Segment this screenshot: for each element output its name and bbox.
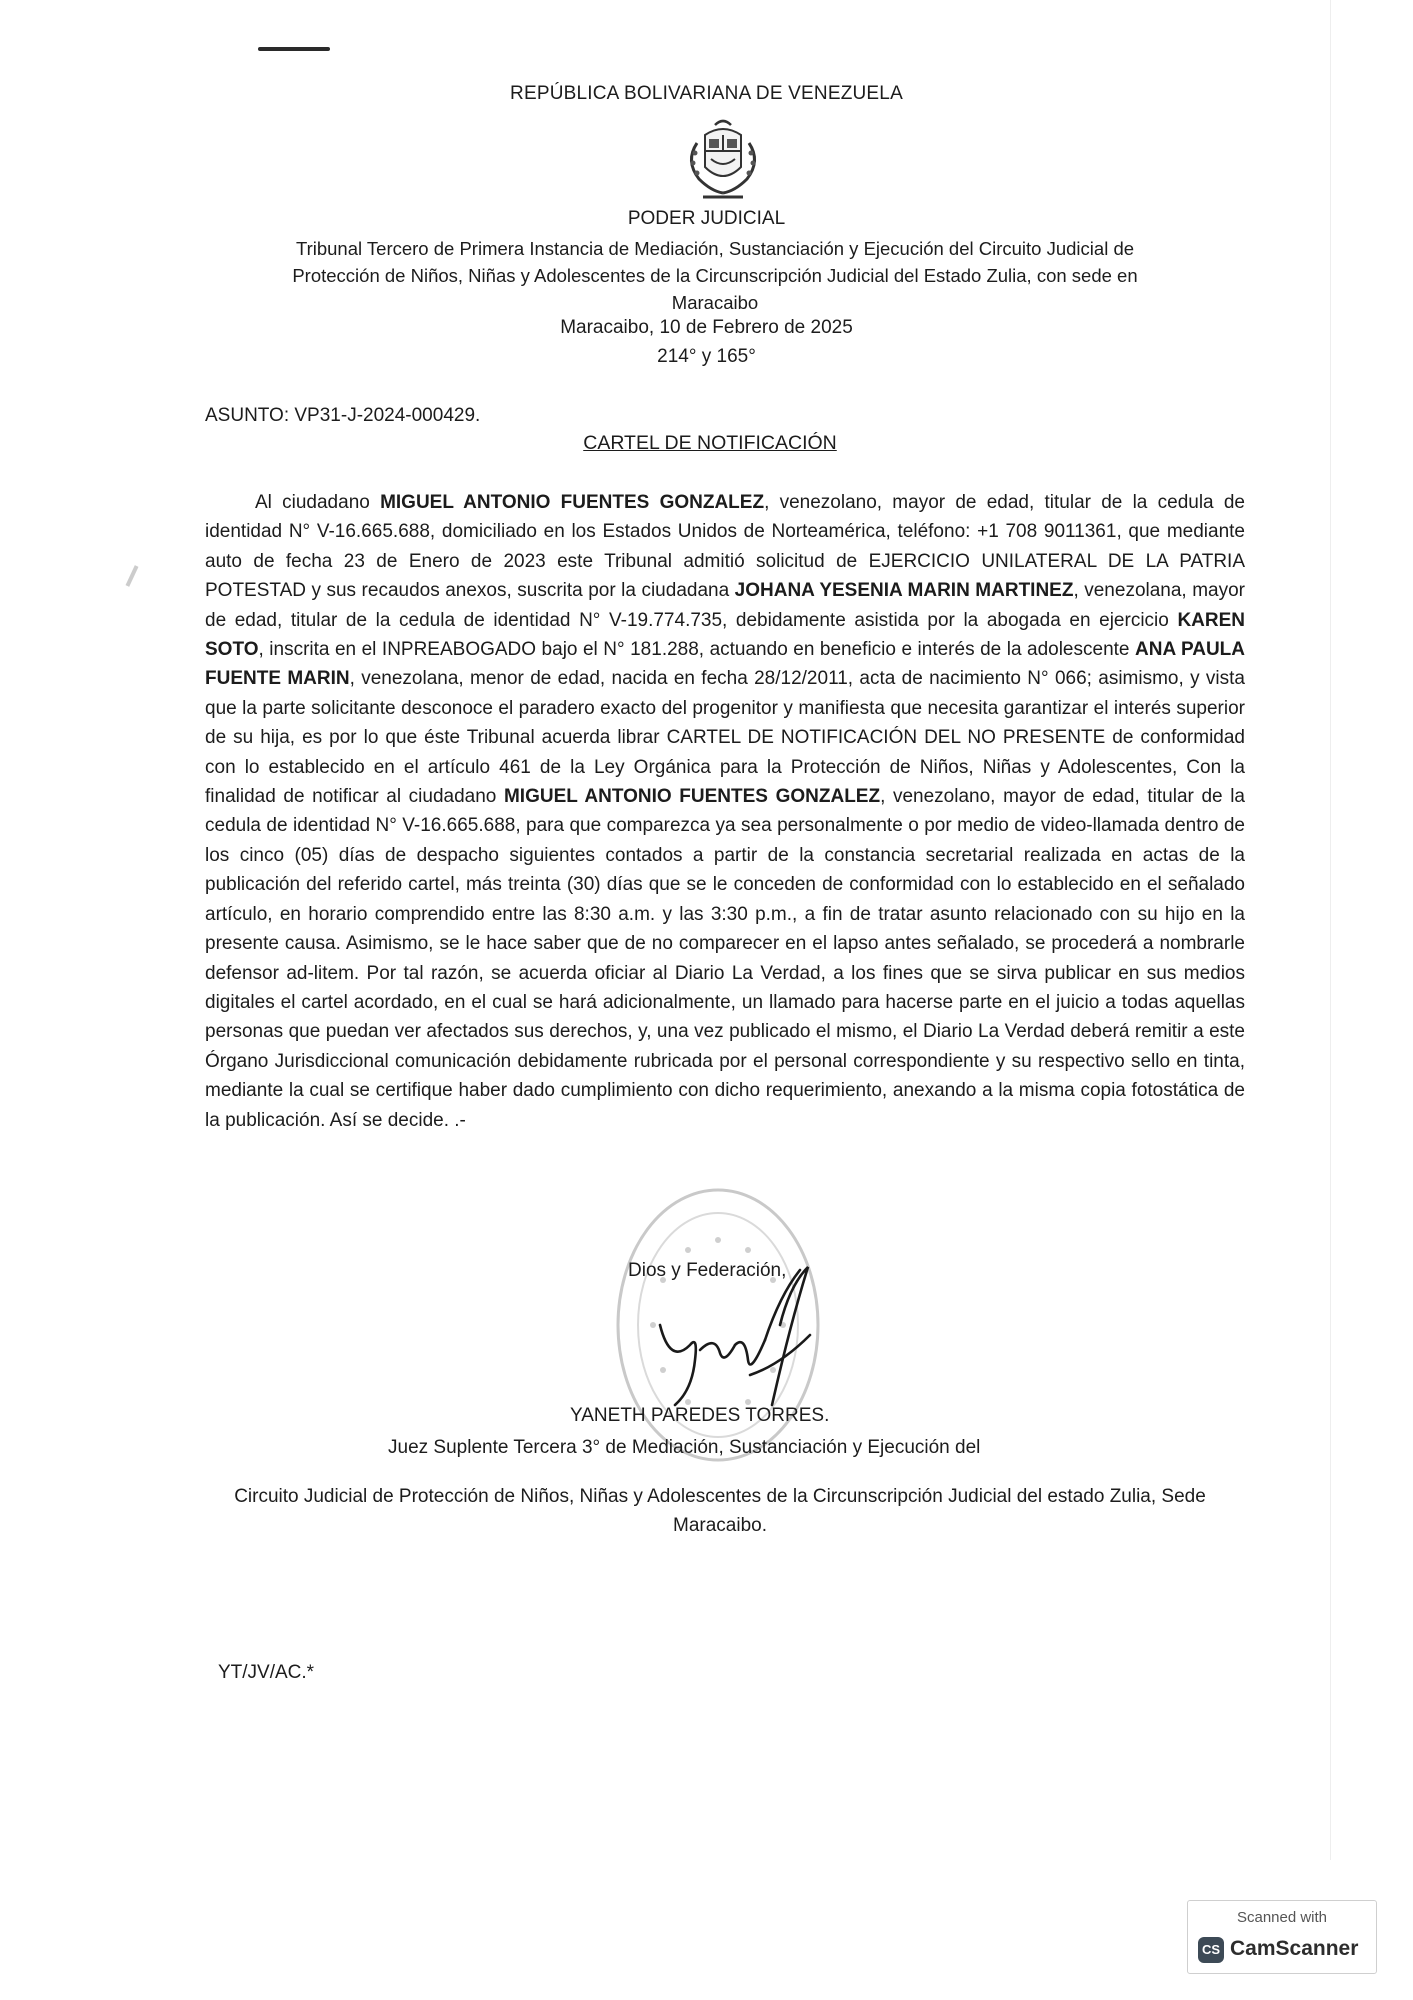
person-name-miguel: MIGUEL ANTONIO FUENTES GONZALEZ <box>380 492 765 513</box>
body-text-2: , venezolano, mayor de edad, titular de la cedula de identidad N° V-16.665.688, domiciliado en los Estados Unidos de Norteamérica, teléfono: +1 708 9011361, que mediante auto de fecha 23 de Enero de 2023 este Tribunal admitió solicitud de EJERCICIO UNILATERAL DE LA PATRIA POTESTAD y sus recaudos anexos, suscrita por la ciudadana <box>205 492 1245 602</box>
judge-name: YANETH PAREDES TORRES. <box>570 1405 830 1426</box>
body-text-1: Al ciudadano <box>255 492 381 513</box>
tribunal-heading <box>200 235 1230 316</box>
person-name-ana: ANA PAULA FUENTE MARIN <box>205 639 1245 690</box>
transcriber-initials: YT/JV/AC.* <box>218 1662 315 1683</box>
tribunal-line-1: Tribunal Tercero de Primera Instancia de Mediación, Sustanciación y Ejecución del Circuito Judicial de <box>295 238 1135 259</box>
case-number: ASUNTO: VP31-J-2024-000429. <box>205 405 481 426</box>
top-dash-mark <box>258 47 330 51</box>
camscanner-watermark <box>1187 1900 1377 1974</box>
republic-heading: REPÚBLICA BOLIVARIANA DE VENEZUELA <box>510 83 903 104</box>
camscanner-brand: CamScanner <box>1230 1937 1359 1960</box>
person-name-johana: JOHANA YESENIA MARIN MARTINEZ <box>734 580 1074 602</box>
closing-salutation: Dios y Federación, <box>628 1260 787 1281</box>
scanned-with-label: Scanned with <box>1236 1909 1328 1926</box>
document-date: Maracaibo, 10 de Febrero de 2025 <box>560 317 853 338</box>
body-text-3: , venezolana, mayor de edad, titular de la cedula de identidad N° V-19.774.735, debidamente asistida por la abogada en ejercicio <box>205 580 1245 631</box>
coat-of-arms-icon <box>675 113 771 203</box>
body-text-5: , venezolana, menor de edad, nacida en fecha 28/12/2011, acta de nacimiento N° 066; asimismo, y vista que la parte solicitante desconoce el paradero exacto del progenitor y manifiesta que necesita garantizar el interés superior de su hija, es por lo que éste Tribunal acuerda librar CARTEL DE NOTIFICACIÓN DEL NO PRESENTE de conformidad con lo establecido en el artículo 461 de la Ley Orgánica para la Protección de Niños, Niñas y Adolescentes, Con la finalidad de notificar al ciudadano <box>205 668 1245 808</box>
document-title: CARTEL DE NOTIFICACIÓN <box>583 432 837 454</box>
judge-title: Juez Suplente Tercera 3° de Mediación, Sustanciación y Ejecución del <box>388 1437 981 1458</box>
tribunal-line-3: Maracaibo <box>671 292 759 313</box>
tribunal-line-2: Protección de Niños, Niñas y Adolescentes de la Circunscripción Judicial del Estado Zulia, con sede en <box>292 265 1138 286</box>
independence-years: 214° y 165° <box>657 346 756 367</box>
body-text-4: , inscrita en el INPREABOGADO bajo el N° 181.288, actuando en beneficio e interés de la adolescente <box>258 639 1135 661</box>
camscanner-logo-icon: CS <box>1198 1937 1224 1963</box>
judicial-power-heading: PODER JUDICIAL <box>627 208 786 229</box>
body-text-6: , venezolano, mayor de edad, titular de la cedula de identidad N° V-16.665.688, para que comparezca ya sea personalmente o por medio de video-llamada dentro de los cinco (05) días de despacho siguientes contados a partir de la constancia secretarial realizada en actas de la publicación del referido cartel, más treinta (30) días que se le conceden de conformidad con lo establecido en el señalado artículo, en horario comprendido entre las 8:30 a.m. y las 3:30 p.m., a fin de tratar asunto relacionado con su hijo en la presente causa. Asimismo, se le hace saber que de no comparecer en el lapso antes señalado, se procederá a nombrarle defensor ad-litem. Por tal razón, se acuerda oficiar al Diario La Verdad, a los fines que se sirva publicar en sus medios digitales el cartel acordado, en el cual se hará adicionalmente, un llamado para hacerse parte en el juicio a todas aquellas personas que puedan ver afectados sus derechos, y, una vez publicado el mismo, el Diario La Verdad deberá remitir a este Órgano Jurisdiccional comunicación debidamente rubricada por el personal correspondiente y su respectivo sello en tinta, mediante la cual se certifique haber dado cumplimiento con dicho requerimiento, anexando a la misma copia fotostática de la publicación. Así se decide. .- <box>205 786 1245 1131</box>
person-name-karen: KAREN SOTO <box>205 609 1245 661</box>
person-name-miguel-2: MIGUEL ANTONIO FUENTES GONZALEZ <box>503 786 881 808</box>
notification-body <box>205 488 1245 1135</box>
judicial-circuit: Circuito Judicial de Protección de Niños, Niñas y Adolescentes de la Circunscripción Judicial del estado Zulia, Sede Maracaibo. <box>234 1486 1206 1536</box>
handwritten-signature <box>640 1265 840 1415</box>
